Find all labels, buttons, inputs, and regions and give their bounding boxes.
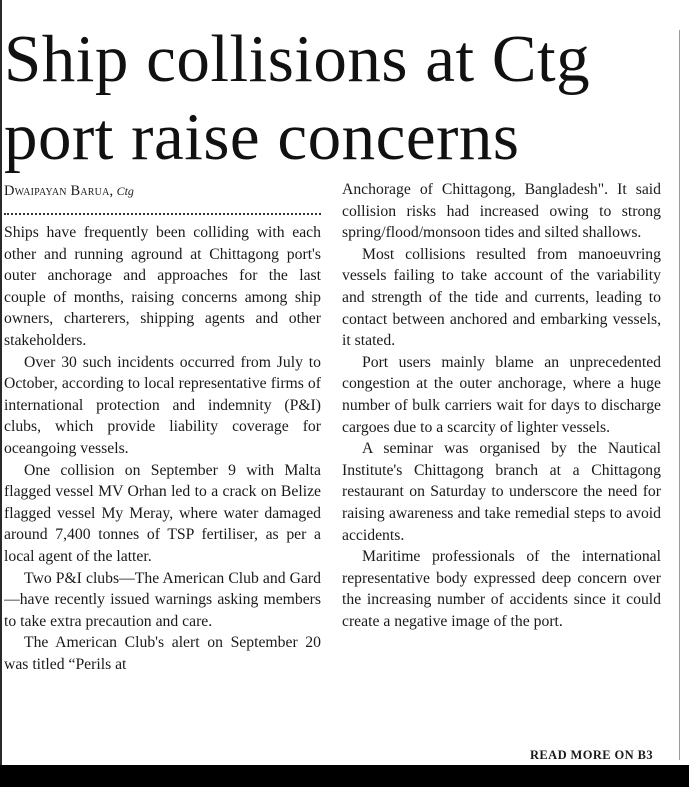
byline-location: Ctg	[116, 184, 134, 198]
read-more-link[interactable]: READ MORE ON B3	[530, 748, 654, 762]
paragraph: Over 30 such incidents occurred from July to October, according to local representative firms of international protection and indemnity (P&I) clubs, which provide liability coverage for oceangoing vessels.	[4, 353, 321, 457]
paragraph: Most collisions resulted from manoeuvring vessels failing to take account of the variability and strength of the tide and currents, leading to contact between anchored and embarking vessels, it stated.	[342, 245, 661, 350]
paragraph: A seminar was organised by the Nautical Institute's Chittagong branch at a Chittagong restaurant on Saturday to underscore the need for raising awareness and take remedial steps to avoid accidents.	[342, 440, 661, 544]
paragraph: Ships have frequently been colliding with each other and running aground at Chittagong port's outer anchorage and approaches for the last couple of months, raising concerns among ship owners, charterers, shipping agents and other stakeholders.	[4, 224, 321, 349]
left-column	[4, 222, 321, 764]
byline-author: Dwaipayan Barua,	[4, 183, 114, 199]
byline	[4, 183, 134, 200]
right-column	[342, 179, 661, 743]
paragraph: Maritime professionals of the international representative body expressed deep concern over the increasing number of accidents since it could create a negative image of the port.	[342, 548, 661, 630]
headline: Ship collisions at Ctg port raise concerns	[4, 22, 591, 174]
paragraph: Anchorage of Chittagong, Bangladesh". It said collision risks had increased owing to strong spring/flood/monsoon tides and silted shallows.	[342, 181, 661, 242]
paragraph: One collision on September 9 with Malta flagged vessel MV Orhan led to a crack on Belize flagged vessel My Meray, where water damaged around 7,400 tonnes of TSP fertiliser, as per a local agent of the latter.	[4, 461, 321, 565]
paragraph: Port users mainly blame an unprecedented congestion at the outer anchorage, where a huge number of bulk carriers wait for days to discharge cargoes due to a scarcity of lighter vessels.	[342, 353, 661, 436]
paragraph: Two P&I clubs—The American Club and Gard—have recently issued warnings asking members to take extra precaution and care.	[4, 569, 321, 630]
column-divider-rule	[679, 30, 680, 760]
bottom-black-band	[0, 765, 689, 787]
paragraph: The American Club's alert on September 20 was titled “Perils at	[4, 634, 321, 673]
dotted-separator	[4, 213, 321, 215]
left-border-rule	[0, 0, 2, 768]
